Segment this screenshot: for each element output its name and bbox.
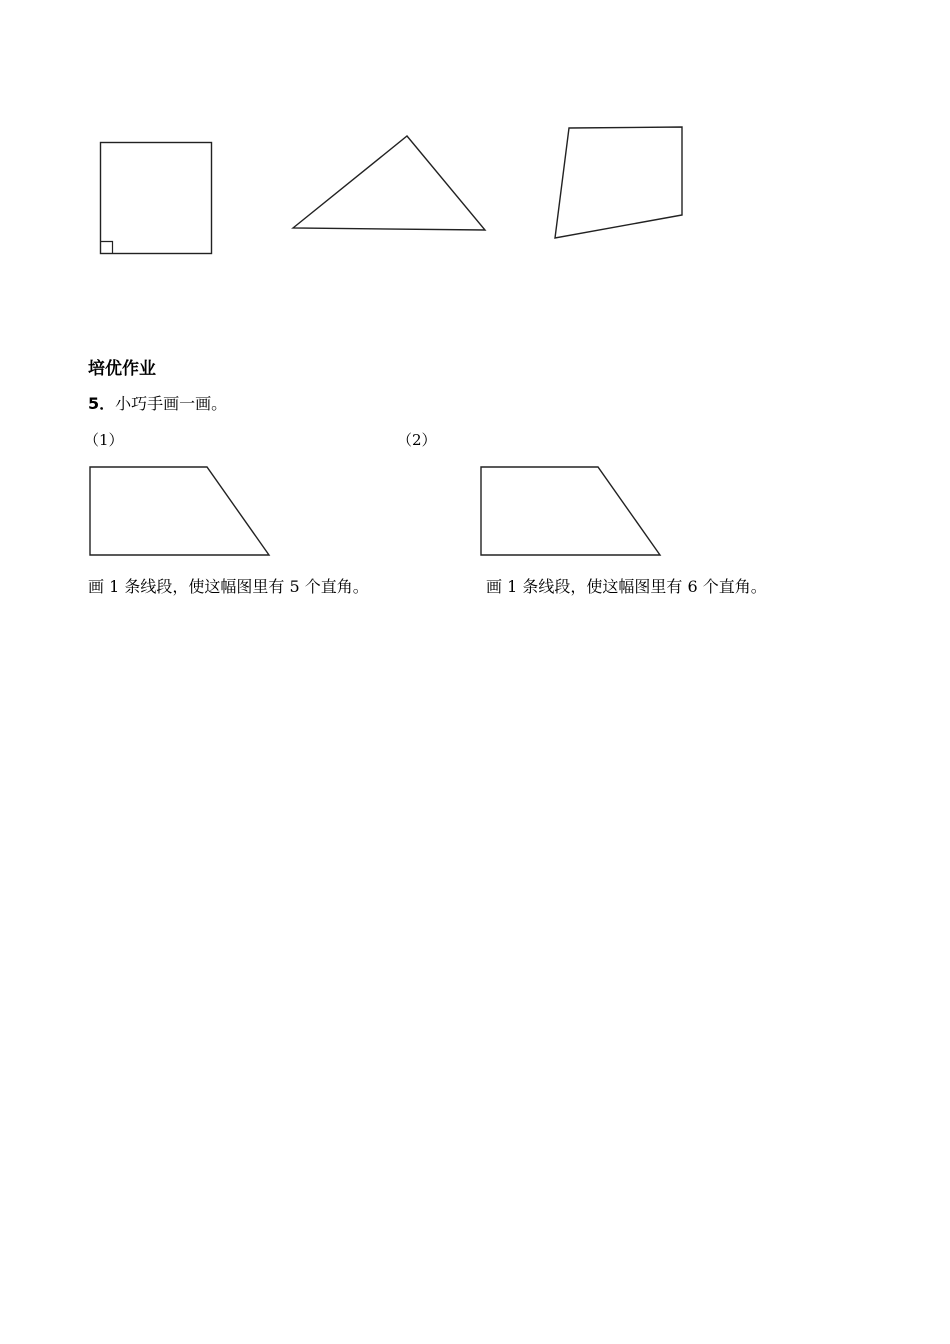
section-title: 培优作业	[88, 359, 156, 379]
part-2-label: （2）	[397, 431, 437, 449]
square-outline	[101, 143, 212, 254]
part-2-trapezoid	[477, 463, 665, 559]
trapezoid-outline	[481, 467, 660, 555]
part-1-instruction: 画 1 条线段，使这幅图里有 5 个直角。	[88, 577, 369, 596]
right-angle-mark-icon	[101, 242, 113, 254]
quadrilateral-figure	[550, 124, 686, 242]
part-1-trapezoid	[86, 463, 274, 559]
triangle-figure	[290, 132, 490, 234]
problem-5-heading	[88, 396, 227, 412]
problem-prompt: 小巧手画一画。	[115, 394, 228, 413]
square-figure	[96, 138, 218, 258]
part-2-instruction: 画 1 条线段，使这幅图里有 6 个直角。	[486, 577, 767, 596]
part-1-label: （1）	[84, 431, 124, 449]
quadrilateral-outline	[555, 127, 682, 238]
trapezoid-outline	[90, 467, 269, 555]
problem-number: 5．	[88, 394, 116, 413]
triangle-outline	[293, 136, 485, 230]
